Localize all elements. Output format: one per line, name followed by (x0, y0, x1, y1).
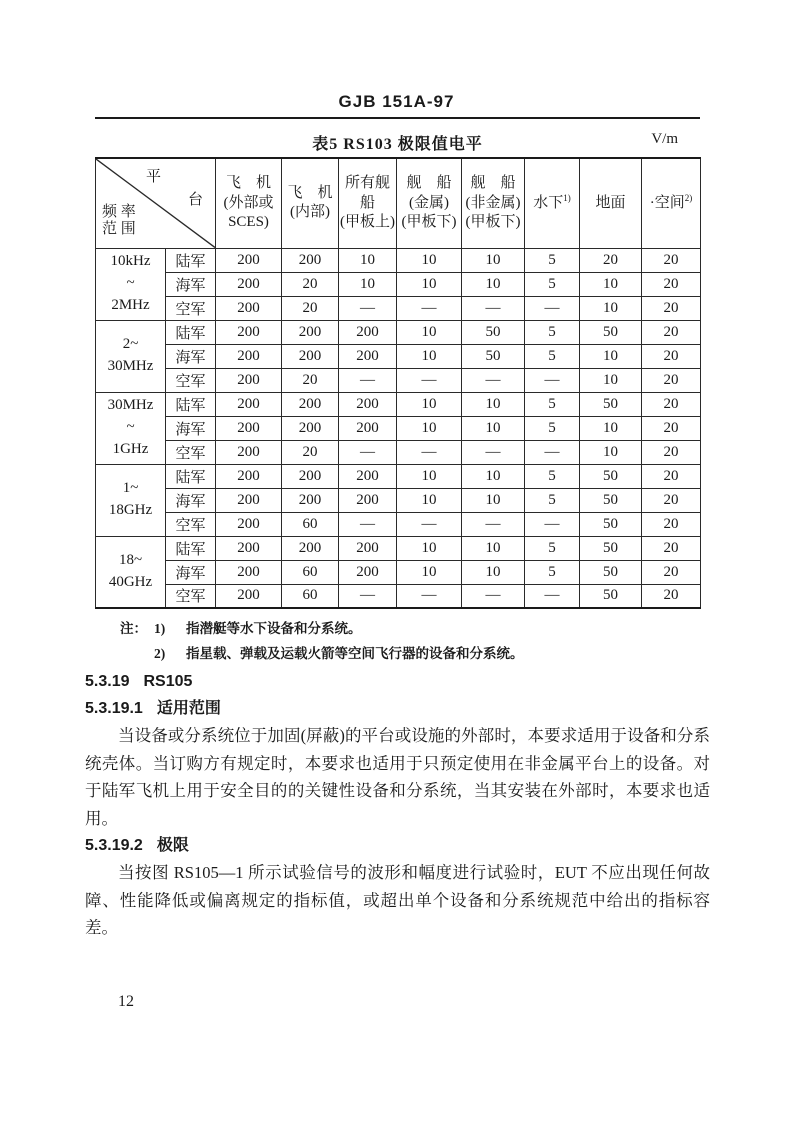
limit-value-cell: — (525, 584, 580, 608)
limit-value-cell: 200 (216, 368, 282, 392)
limit-value-cell: — (462, 584, 525, 608)
limit-value-cell: 50 (580, 320, 642, 344)
limit-value-cell: 10 (462, 272, 525, 296)
service-cell: 海军 (166, 344, 216, 368)
limit-value-cell: — (462, 440, 525, 464)
note-line (120, 616, 680, 641)
column-header: 舰 船 (非金属) (甲板下) (462, 158, 525, 248)
corner-frequency-label: 频 率 (102, 204, 136, 220)
limit-value-cell: 200 (339, 320, 397, 344)
table-notes (120, 616, 680, 666)
limit-value-cell: 200 (339, 392, 397, 416)
column-header: ·空间$^{2)}$ (642, 158, 701, 248)
corner-header-cell (96, 158, 216, 248)
service-cell: 陆军 (166, 248, 216, 272)
frequency-range-cell: 30MHz ~ 1GHz (96, 392, 166, 464)
header-rule (95, 117, 700, 119)
limit-value-cell: 5 (525, 248, 580, 272)
note-line (120, 641, 680, 666)
table-row (96, 368, 701, 392)
limit-value-cell: 5 (525, 320, 580, 344)
limit-value-cell: 200 (216, 344, 282, 368)
limit-value-cell: 60 (282, 560, 339, 584)
limit-value-cell: 200 (282, 392, 339, 416)
table-row (96, 392, 701, 416)
limit-value-cell: 200 (339, 488, 397, 512)
limits-table (95, 157, 701, 609)
service-cell: 陆军 (166, 464, 216, 488)
limit-value-cell: 200 (339, 344, 397, 368)
limit-value-cell: 200 (282, 464, 339, 488)
limit-value-cell: 10 (580, 416, 642, 440)
limit-value-cell: 50 (580, 392, 642, 416)
limit-value-cell: 20 (642, 560, 701, 584)
note-label: 注： (120, 621, 147, 636)
limit-value-cell: 200 (282, 488, 339, 512)
limit-value-cell: 20 (282, 272, 339, 296)
limit-value-cell: — (339, 440, 397, 464)
column-header: 所有舰船 (甲板上) (339, 158, 397, 248)
limit-value-cell: 200 (216, 272, 282, 296)
limit-value-cell: — (339, 296, 397, 320)
limit-value-cell: 20 (642, 416, 701, 440)
limit-value-cell: — (397, 440, 462, 464)
limit-value-cell: 10 (580, 296, 642, 320)
limit-value-cell: 5 (525, 536, 580, 560)
limit-value-cell: 20 (642, 296, 701, 320)
footnote-ref: 1) (563, 193, 571, 203)
limit-value-cell: 10 (580, 344, 642, 368)
corner-frequency-label: 范 围 (102, 221, 136, 237)
limit-value-cell: 20 (642, 392, 701, 416)
service-cell: 海军 (166, 488, 216, 512)
limit-value-cell: 20 (642, 368, 701, 392)
service-cell: 空军 (166, 584, 216, 608)
service-cell: 海军 (166, 560, 216, 584)
limit-value-cell: 10 (397, 248, 462, 272)
limit-value-cell: 5 (525, 488, 580, 512)
limit-value-cell: 200 (282, 416, 339, 440)
service-cell: 陆军 (166, 536, 216, 560)
service-cell: 海军 (166, 416, 216, 440)
service-cell: 空军 (166, 440, 216, 464)
limit-value-cell: — (397, 584, 462, 608)
section-heading (85, 832, 710, 859)
table-caption: 表5 RS103 极限值电平 (312, 136, 483, 153)
limit-value-cell: 60 (282, 512, 339, 536)
limit-value-cell: — (525, 368, 580, 392)
limit-value-cell: 200 (339, 536, 397, 560)
limit-value-cell: 10 (462, 536, 525, 560)
limit-value-cell: 20 (282, 440, 339, 464)
limit-value-cell: 50 (580, 560, 642, 584)
limit-value-cell: 10 (397, 416, 462, 440)
table-caption-row (95, 131, 700, 153)
column-header: 地面 (580, 158, 642, 248)
limit-value-cell: 5 (525, 272, 580, 296)
limit-value-cell: 200 (216, 464, 282, 488)
limit-value-cell: 200 (216, 512, 282, 536)
limit-value-cell: 200 (216, 416, 282, 440)
limit-value-cell: 5 (525, 416, 580, 440)
limit-value-cell: — (525, 512, 580, 536)
limit-value-cell: — (525, 296, 580, 320)
table-row (96, 296, 701, 320)
note-label (120, 641, 154, 666)
limit-value-cell: 20 (642, 248, 701, 272)
footnote-ref: 2) (684, 193, 693, 203)
limit-value-cell: 200 (216, 440, 282, 464)
corner-platform-label: 平 (146, 169, 162, 185)
doc-code: GJB 151A-97 (338, 92, 455, 111)
limit-value-cell: 50 (580, 536, 642, 560)
limit-value-cell: 200 (216, 584, 282, 608)
limit-value-cell: — (462, 512, 525, 536)
limit-value-cell: 200 (216, 488, 282, 512)
table-row (96, 560, 701, 584)
limit-value-cell: 200 (216, 392, 282, 416)
table-row (96, 272, 701, 296)
service-cell: 陆军 (166, 320, 216, 344)
limit-value-cell: 200 (216, 248, 282, 272)
limit-value-cell: 5 (525, 392, 580, 416)
limit-value-cell: 10 (397, 272, 462, 296)
limit-value-cell: 5 (525, 344, 580, 368)
limit-value-cell: 200 (282, 344, 339, 368)
limit-value-cell: 20 (282, 296, 339, 320)
limit-value-cell: 20 (642, 320, 701, 344)
service-cell: 空军 (166, 512, 216, 536)
table-row (96, 344, 701, 368)
limit-value-cell: — (397, 296, 462, 320)
limit-value-cell: 20 (642, 488, 701, 512)
limit-value-cell: 200 (216, 536, 282, 560)
limit-value-cell: — (462, 368, 525, 392)
limit-value-cell: 10 (397, 560, 462, 584)
frequency-range-cell: 1~ 18GHz (96, 464, 166, 536)
limit-value-cell: 20 (642, 536, 701, 560)
section-heading (85, 695, 710, 722)
limit-value-cell: 10 (397, 488, 462, 512)
limit-value-cell: — (339, 512, 397, 536)
limit-value-cell: 200 (216, 296, 282, 320)
table-row (96, 464, 701, 488)
table-unit: V/m (651, 131, 678, 147)
page-number: 12 (118, 993, 134, 1010)
limit-value-cell: 60 (282, 584, 339, 608)
limit-value-cell: 10 (397, 392, 462, 416)
section-title: 极限 (156, 837, 189, 854)
table-row (96, 584, 701, 608)
limit-value-cell: 50 (580, 488, 642, 512)
limit-value-cell: 50 (580, 584, 642, 608)
column-header: 飞 机 (外部或 SCES) (216, 158, 282, 248)
table-row (96, 320, 701, 344)
table-row (96, 248, 701, 272)
service-cell: 陆军 (166, 392, 216, 416)
limit-value-cell: 10 (462, 392, 525, 416)
note-marker: 2) (154, 646, 166, 661)
limit-value-cell: — (397, 512, 462, 536)
limit-value-cell: 10 (397, 464, 462, 488)
section-number: 5.3.19 (85, 673, 130, 690)
limit-value-cell: 10 (397, 536, 462, 560)
table-header-row (96, 158, 701, 248)
corner-platform-label: 台 (188, 192, 204, 208)
table-row (96, 536, 701, 560)
limit-value-cell: 50 (580, 464, 642, 488)
frequency-range-cell: 10kHz ~ 2MHz (96, 248, 166, 320)
limit-value-cell: 5 (525, 560, 580, 584)
service-cell: 海军 (166, 272, 216, 296)
limit-value-cell: 200 (339, 560, 397, 584)
limit-value-cell: 10 (462, 488, 525, 512)
service-cell: 空军 (166, 296, 216, 320)
limit-value-cell: 50 (580, 512, 642, 536)
limit-value-cell: 200 (282, 536, 339, 560)
service-cell: 空军 (166, 368, 216, 392)
limit-value-cell: 200 (339, 464, 397, 488)
limit-value-cell: 10 (462, 560, 525, 584)
frequency-range-cell: 2~ 30MHz (96, 320, 166, 392)
table-row (96, 416, 701, 440)
limit-value-cell: 20 (580, 248, 642, 272)
limit-value-cell: 5 (525, 464, 580, 488)
limit-value-cell: 200 (339, 416, 397, 440)
limit-value-cell: — (339, 368, 397, 392)
limit-value-cell: 20 (642, 344, 701, 368)
section-title: 适用范围 (156, 700, 221, 717)
table-body (96, 248, 701, 608)
limit-value-cell: 50 (462, 320, 525, 344)
note-marker: 1) (154, 621, 166, 636)
column-header: 水下$^{1)}$ (525, 158, 580, 248)
limit-value-cell: 10 (580, 272, 642, 296)
column-header: 飞 机 (内部) (282, 158, 339, 248)
section-number: 5.3.19.2 (85, 837, 143, 854)
limit-value-cell: — (525, 440, 580, 464)
column-header: 舰 船 (金属) (甲板下) (397, 158, 462, 248)
limit-value-cell: 50 (462, 344, 525, 368)
limit-value-cell: 10 (339, 248, 397, 272)
limit-value-cell: 20 (642, 512, 701, 536)
section-number: 5.3.19.1 (85, 700, 143, 717)
limit-value-cell: 10 (462, 248, 525, 272)
limit-value-cell: 200 (216, 560, 282, 584)
limit-value-cell: 20 (642, 272, 701, 296)
limit-value-cell: 10 (462, 464, 525, 488)
limit-value-cell: 10 (580, 368, 642, 392)
section-title: RS105 (143, 673, 193, 690)
limit-value-cell: 200 (282, 248, 339, 272)
limit-value-cell: 10 (580, 440, 642, 464)
limit-value-cell: 10 (397, 320, 462, 344)
limit-value-cell: — (339, 584, 397, 608)
limit-value-cell: — (397, 368, 462, 392)
limit-value-cell: 20 (642, 464, 701, 488)
limit-value-cell: 10 (397, 344, 462, 368)
limit-value-cell: 10 (339, 272, 397, 296)
section-paragraph: 当按图 RS105—1 所示试验信号的波形和幅度进行试验时，EUT 不应出现任何故障、性能降低或偏离规定的指标值，或超出单个设备和分系统规范中给出的指标容差。 (85, 863, 710, 937)
table-row (96, 512, 701, 536)
section-heading (85, 668, 710, 695)
frequency-range-cell: 18~ 40GHz (96, 536, 166, 608)
table-row (96, 440, 701, 464)
note-text: 指星载、弹载及运载火箭等空间飞行器的设备和分系统。 (186, 646, 524, 661)
limit-value-cell: 200 (282, 320, 339, 344)
limit-value-cell: 20 (642, 440, 701, 464)
table-row (96, 488, 701, 512)
limit-value-cell: — (462, 296, 525, 320)
limit-value-cell: 20 (642, 584, 701, 608)
limit-value-cell: 20 (282, 368, 339, 392)
limit-value-cell: 200 (216, 320, 282, 344)
text-sections (85, 668, 710, 942)
note-text: 指潜艇等水下设备和分系统。 (186, 621, 362, 636)
limit-value-cell: 10 (462, 416, 525, 440)
section-paragraph: 当设备或分系统位于加固(屏蔽)的平台或设施的外部时，本要求适用于设备和分系统壳体。当订购方有规定时，本要求也适用于只预定使用在非金属平台上的设备。对于陆军飞机上用于安全目的的关键性设备和分系统，当其安装在外部时，本要求也适用。 (85, 726, 710, 828)
